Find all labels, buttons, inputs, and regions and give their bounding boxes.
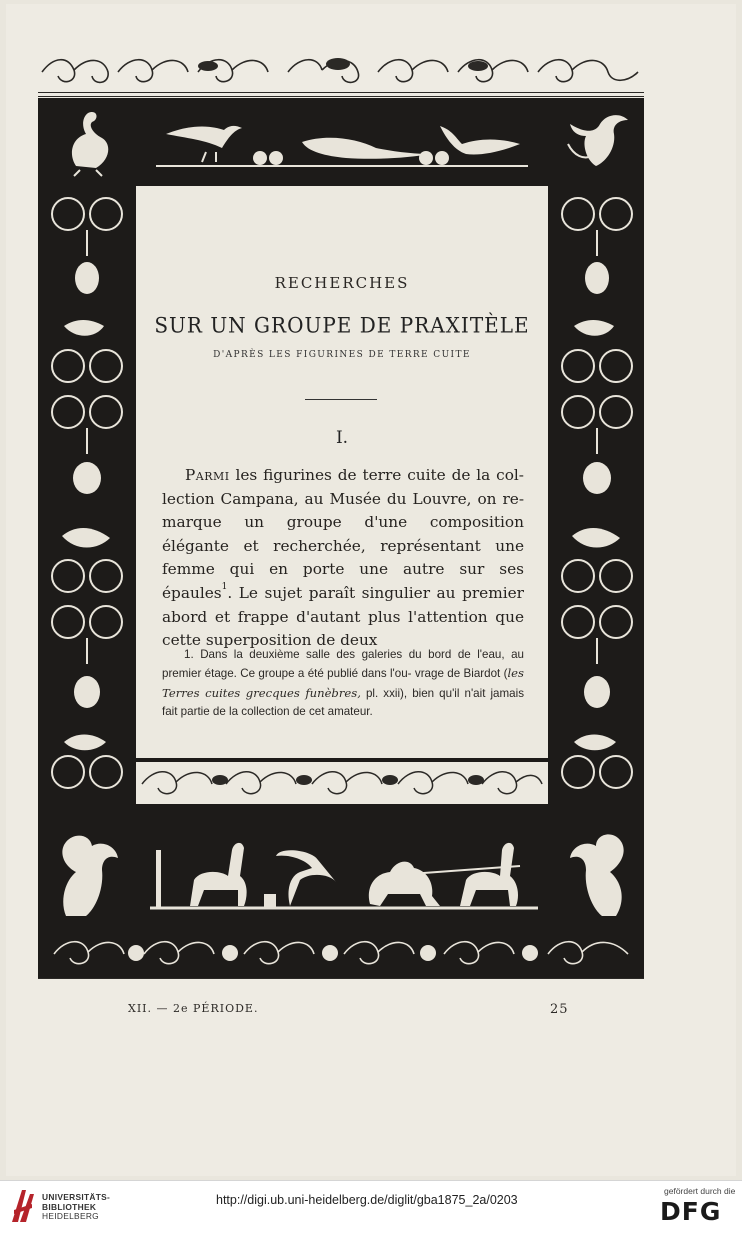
- hippocamp-corner-ornament: [556, 812, 640, 926]
- right-vine-column: [556, 186, 640, 806]
- top-scroll-frieze: [38, 52, 644, 92]
- article-subheading: D'APRÈS LES FIGURINES DE TERRE CUITE: [213, 350, 471, 360]
- article-heading: SUR UN GROUPE DE PRAXITÈLE: [154, 312, 530, 338]
- article-title: RECHERCHES: [274, 274, 410, 292]
- viewer-footer: [0, 1180, 742, 1234]
- title-separator: [305, 399, 377, 400]
- left-vine-column: [46, 186, 130, 806]
- body-text-2: . Le sujet paraît singulier au premier abord et frappe d'autant plus l'attention que cette superposition de deux: [162, 583, 524, 650]
- section-number: I.: [335, 428, 349, 448]
- body-text: les figurines de terre cuite de la col- lection Campana, au Musée du Louvre, on re- marque un groupe d'une composition élégante et recherchée, représentant une femme qui en porte une autre sur ses épaules: [162, 466, 524, 602]
- footnote: [162, 646, 524, 721]
- griffin-corner-ornament: [46, 812, 130, 926]
- dfg-logo[interactable]: DFG: [660, 1197, 722, 1226]
- masks-frieze: [48, 932, 638, 974]
- footnote-ref: 1: [221, 581, 228, 592]
- swan-corner-ornament: [46, 104, 130, 180]
- footnote-text-2: pl. xxii), bien qu'il n'ait jamais fait partie de la collection de cet amateur.: [162, 686, 524, 718]
- bottom-rule: [38, 978, 644, 979]
- body-paragraph: [162, 464, 524, 653]
- middle-scroll-frieze: [136, 762, 548, 804]
- footnote-number: 1.: [184, 648, 194, 661]
- university-logo-icon[interactable]: [10, 1186, 36, 1226]
- page-number: 25: [550, 1002, 569, 1017]
- running-head-left: XII. — 2e PÉRIODE.: [128, 1002, 259, 1015]
- permalink-url[interactable]: http://digi.ub.uni-heidelberg.de/diglit/gba1875_2a/0203: [216, 1193, 518, 1207]
- centaurs-panel: [140, 810, 548, 926]
- eagle-corner-ornament: [556, 104, 640, 180]
- footnote-text-1: Dans la deuxième salle des galeries du bord de l'eau, au premier étage. Ce groupe a été publié dans l'ou- vrage de Biardot (: [162, 648, 524, 681]
- top-rule-2: [38, 96, 644, 97]
- birds-and-fruit-panel: [136, 104, 548, 176]
- footnote-italic: les Terres cuites grecques funèbres,: [162, 666, 524, 700]
- funded-by-label: gefördert durch die: [664, 1186, 736, 1196]
- lead-word: Parmi: [184, 466, 230, 484]
- top-rule: [38, 92, 644, 93]
- institution-name[interactable]: UNIVERSITÄTS- BIBLIOTHEK HEIDELBERG: [42, 1192, 111, 1222]
